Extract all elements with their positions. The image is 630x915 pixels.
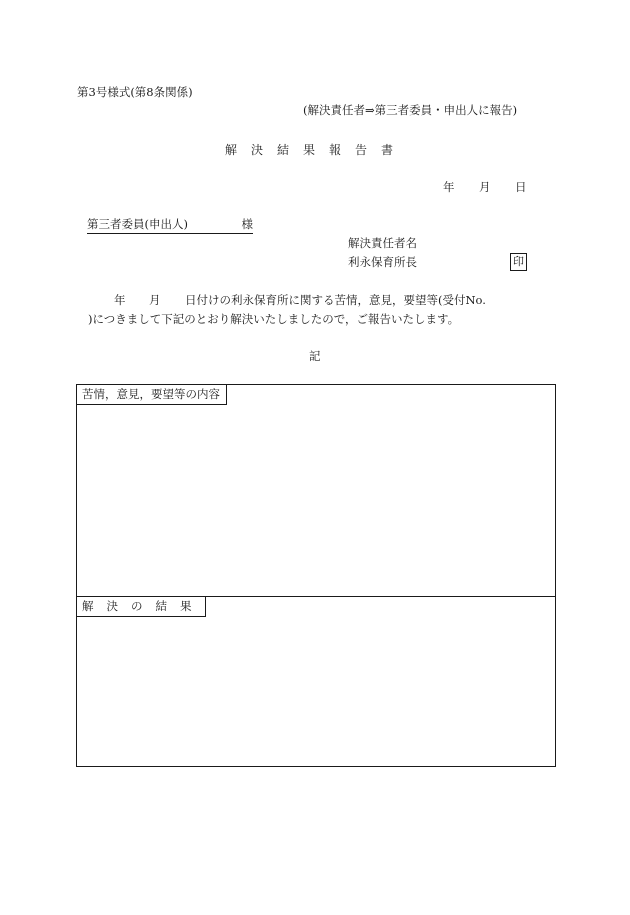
body-month-label: 月 xyxy=(149,293,161,307)
result-content-area[interactable] xyxy=(77,621,555,766)
addressee-line xyxy=(87,218,253,234)
date-day-label: 日 xyxy=(515,180,527,194)
reporter-role-label: 解決責任者名 xyxy=(348,236,417,250)
body-line2-text: )につきまして下記のとおり解決いたしましたので，ご報告いたします。 xyxy=(88,312,460,326)
ki-heading: 記 xyxy=(309,349,321,363)
form-number: 第3号様式(第8条関係) xyxy=(77,85,193,99)
seal-mark: 印 xyxy=(510,253,527,271)
document-title: 解決結果報告書 xyxy=(225,143,408,157)
addressee-honorific: 様 xyxy=(241,217,253,231)
complaint-section-label: 苦情，意見，要望等の内容 xyxy=(76,384,227,405)
body-year-label: 年 xyxy=(114,293,126,307)
date-year-label: 年 xyxy=(443,180,455,194)
result-section xyxy=(76,596,556,767)
result-section-label: 解決の結果 xyxy=(76,596,206,617)
complaint-content-area[interactable] xyxy=(77,409,555,596)
routing-note: (解決責任者⇒第三者委員・申出人に報告) xyxy=(303,103,518,117)
complaint-section xyxy=(76,384,556,597)
body-line1-text: 日付けの利永保育所に関する苦情，意見，要望等(受付No. xyxy=(185,293,486,307)
addressee-name: 第三者委員(申出人) xyxy=(87,217,188,231)
date-month-label: 月 xyxy=(479,180,491,194)
reporter-office-label: 利永保育所長 xyxy=(348,255,417,269)
